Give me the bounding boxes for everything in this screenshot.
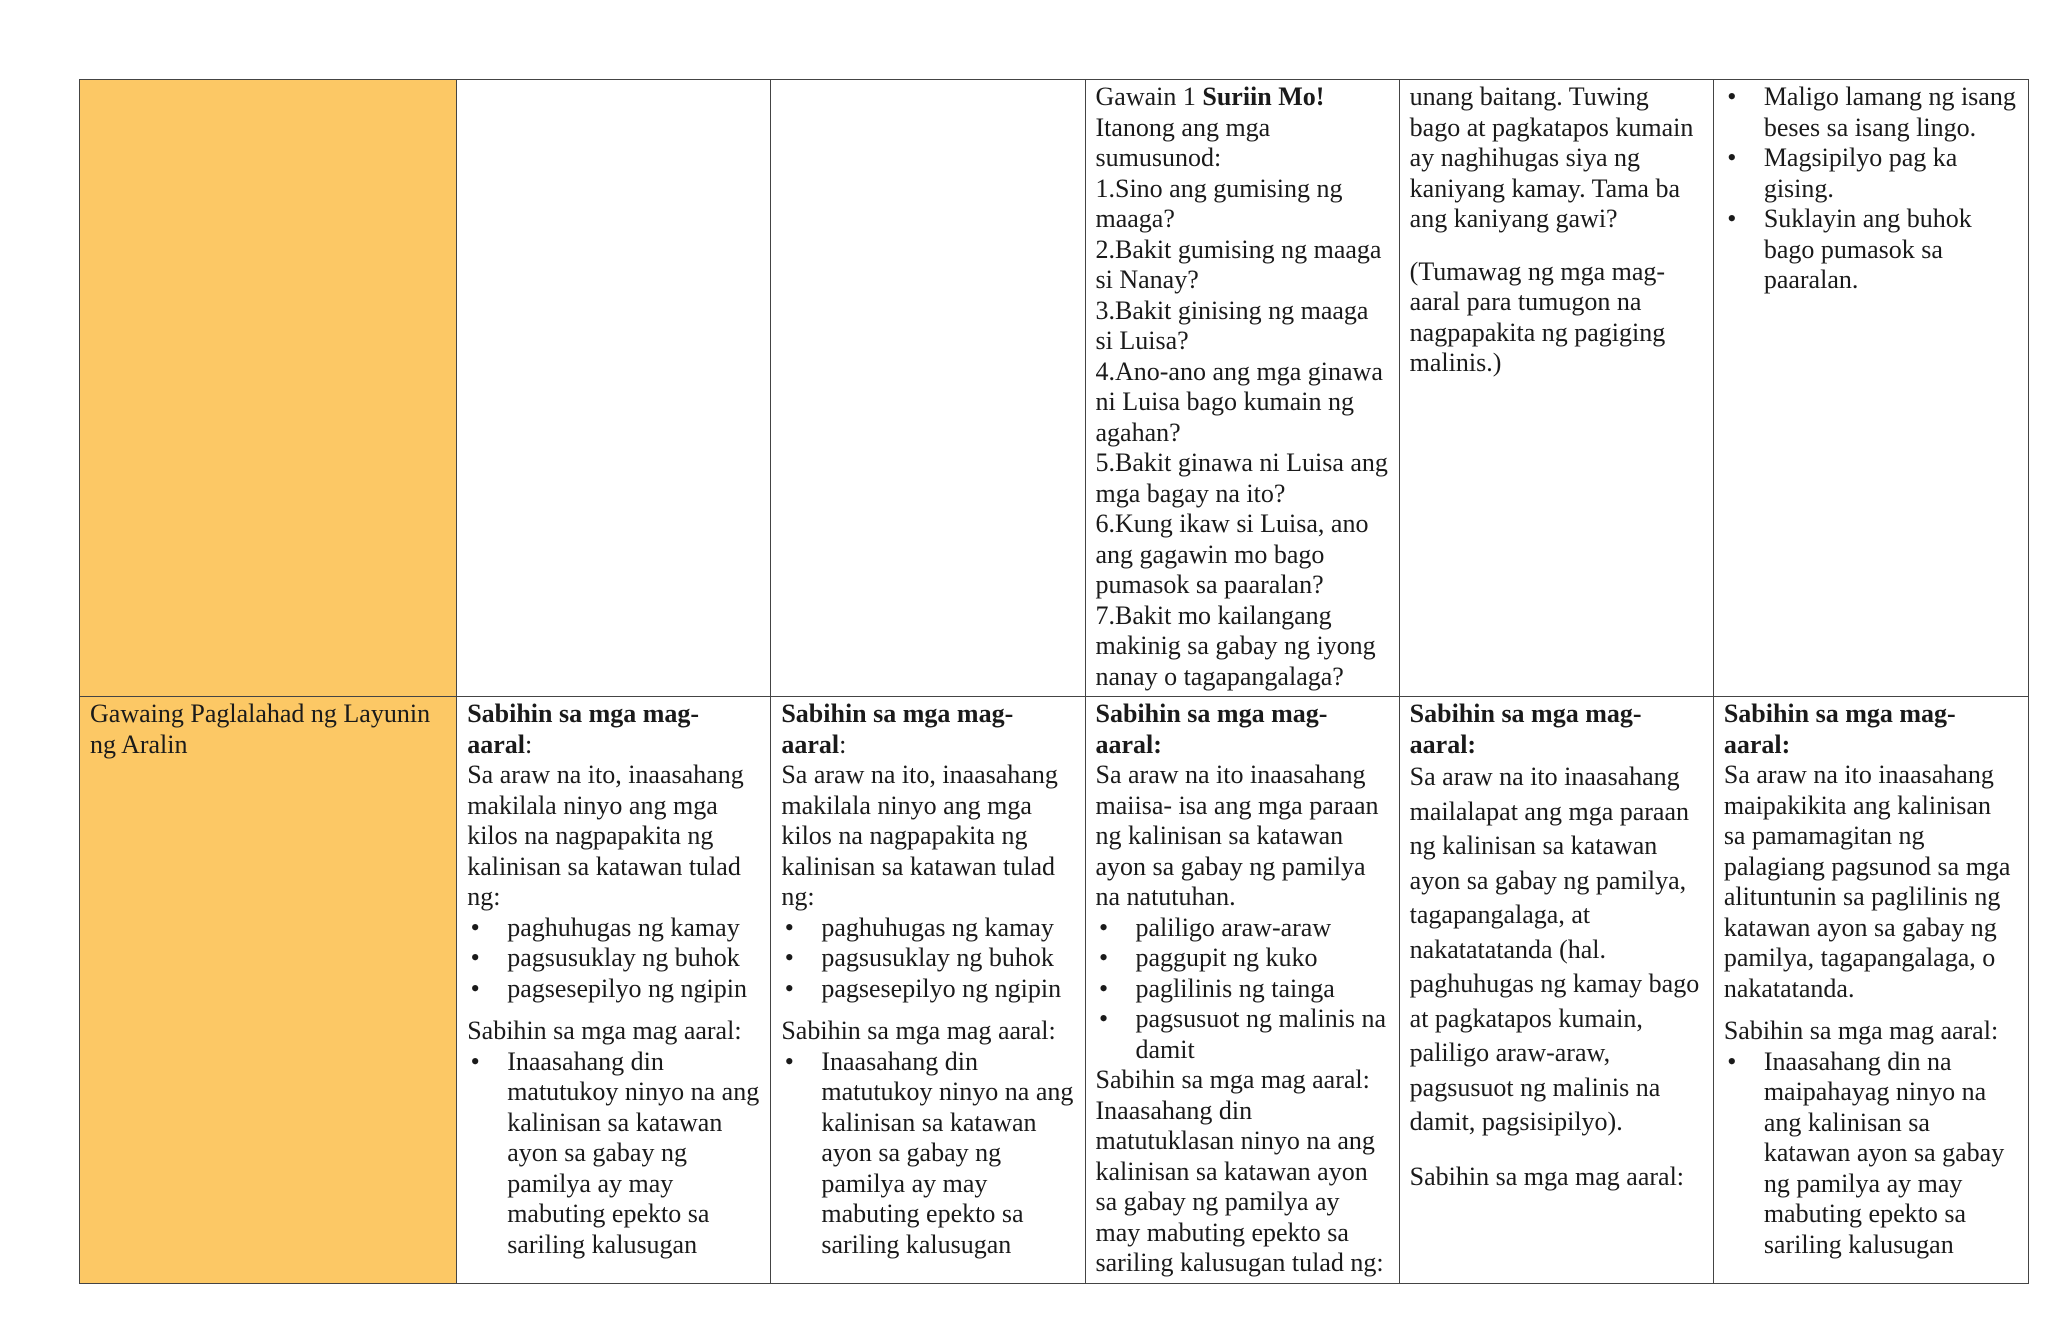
gawain-heading	[1096, 82, 1389, 113]
list-item: • Magsipilyo pag ka gising.	[1764, 143, 2018, 204]
objective-text: Sa araw na ito, inaasahang makilala ninyo ang mga kilos na nagpapakita ng kalinisan sa katawan tulad ng:	[467, 760, 744, 911]
cell-heading	[1724, 699, 2018, 760]
list-item: • paghuhugas ng kamay	[507, 913, 760, 944]
day3-activity-cell	[1085, 80, 1399, 697]
list-item: • Inaasahang din na maipahayag ninyo na ang kalinisan sa katawan ayon sa gabay ng pamilya ay may mabuting epekto sa sariling kalusugan	[1764, 1047, 2018, 1261]
list-item: • paggupit ng kuko	[1136, 943, 1389, 974]
day3-objective-cell	[1085, 697, 1399, 1284]
day5-activity-cell	[1713, 80, 2028, 697]
list-item: • pagsesepilyo ng ngipin	[821, 974, 1074, 1005]
heading-suffix: :	[524, 729, 533, 759]
list-item: • pagsesepilyo ng ngipin	[507, 974, 760, 1005]
list-item: • Inaasahang din matutukoy ninyo na ang kalinisan sa katawan ayon sa gabay ng pamilya ay may mabuting epekto sa sariling kalusugan	[507, 1047, 760, 1261]
gawain-intro: Itanong ang mga sumusunod:	[1095, 112, 1271, 172]
list-item: • Suklayin ang buhok bago pumasok sa paaralan.	[1764, 204, 2018, 296]
day1-cell-empty	[457, 80, 771, 697]
list-item: • pagsusuklay ng buhok	[507, 943, 760, 974]
objective-text: Sa araw na ito inaasahang maiisa- isa ang mga paraan ng kalinisan sa katawan ayon sa gabay ng pamilya na natutuhan.	[1095, 760, 1379, 911]
objective-text: Sa araw na ito, inaasahang makilala ninyo ang mga kilos na nagpapakita ng kalinisan sa katawan tulad ng:	[781, 760, 1058, 911]
gawain-title: Suriin Mo!	[1202, 82, 1325, 111]
list-item: • paghuhugas ng kamay	[821, 913, 1074, 944]
cell-heading	[1410, 699, 1703, 760]
sub-list	[1724, 1047, 2018, 1261]
list-item: • Inaasahang din matutukoy ninyo na ang kalinisan sa katawan ayon sa gabay ng pamilya ay may mabuting epekto sa sariling kalusugan	[821, 1047, 1074, 1261]
list-item: • paglilinis ng tainga	[1136, 974, 1389, 1005]
list-item: • paliligo araw-araw	[1136, 913, 1389, 944]
lesson-plan-table	[79, 79, 2029, 1284]
question-item: 3.Bakit ginising ng maaga si Luisa?	[1095, 295, 1369, 355]
instruction-text: (Tumawag ng mga mag-aaral para tumugon na nagpapakita ng pagiging malinis.)	[1409, 256, 1666, 377]
objective-list	[781, 913, 1074, 1005]
day4-activity-cell	[1399, 80, 1713, 697]
sub-list	[467, 1047, 760, 1261]
day4-objective-cell	[1399, 697, 1713, 1284]
objective-list	[467, 913, 760, 1005]
statement-list	[1724, 82, 2018, 296]
question-item: 4.Ano-ano ang mga ginawa ni Luisa bago kumain ng agahan?	[1095, 356, 1383, 447]
sub-heading: Sabihin sa mga mag aaral:	[781, 1016, 1056, 1045]
table-row	[80, 80, 2029, 697]
question-item: 6.Kung ikaw si Luisa, ano ang gagawin mo bago pumasok sa paaralan?	[1095, 509, 1369, 599]
question-item: 1.Sino ang gumising ng maaga?	[1095, 173, 1343, 233]
gawain-number: Gawain 1	[1095, 82, 1196, 111]
day5-objective-cell	[1713, 697, 2028, 1284]
day2-objective-cell	[771, 697, 1085, 1284]
scenario-text: unang baitang. Tuwing bago at pagkatapos kumain ay naghihugas siya ng kaniyang kamay. Tama ba ang kaniyang gawi?	[1409, 82, 1694, 233]
sub-heading: Sabihin sa mga mag aaral:	[467, 1016, 742, 1045]
list-item: • Maligo lamang ng isang beses sa isang lingo.	[1764, 82, 2018, 143]
day2-cell-empty	[771, 80, 1085, 697]
sub-heading: Sabihin sa mga mag aaral:	[1723, 1016, 1999, 1045]
question-item: 5.Bakit ginawa ni Luisa ang mga bagay na ito?	[1095, 448, 1388, 508]
row-label-cell-empty	[80, 80, 457, 697]
heading-text: Sabihin sa mga mag-aaral:	[1723, 699, 1956, 759]
row-label-cell	[80, 697, 457, 1284]
sub-text: Inaasahang din matutuklasan ninyo na ang kalinisan sa katawan ayon sa gabay ng pamilya ay may mabuting epekto sa sariling kalusugan tulad ng:	[1095, 1095, 1384, 1277]
list-item: • pagsusuot ng malinis na damit	[1136, 1004, 1389, 1065]
objective-text: Sa araw na ito inaasahang maipakikita ang kalinisan sa pamamagitan ng palagiang pagsunod sa mga alituntunin sa paglilinis ng katawan ayon sa gabay ng pamilya, tagapangalaga, o nakatatanda.	[1723, 760, 2011, 1003]
day1-objective-cell	[457, 697, 771, 1284]
question-item: 7.Bakit mo kailangang makinig sa gabay ng iyong nanay o tagapangalaga?	[1095, 600, 1376, 691]
heading-text: Sabihin sa mga mag-aaral	[781, 699, 1014, 759]
cell-heading	[781, 699, 1074, 760]
sub-heading: Sabihin sa mga mag aaral:	[1409, 1161, 1685, 1191]
question-item: 2.Bakit gumising ng maaga si Nanay?	[1095, 234, 1382, 294]
cell-heading	[467, 699, 760, 760]
cell-heading	[1096, 699, 1389, 760]
list-item: • pagsusuklay ng buhok	[821, 943, 1074, 974]
objective-text: Sa araw na ito inaasahang mailalapat ang mga paraan ng kalinisan sa katawan ayon sa gabay ng pamilya, tagapangalaga, at nakatatatanda (hal. paghuhugas ng kamay bago at pagkatapos kumain, paliligo araw-araw, pagsusuot ng malinis na damit, pagsisipilyo).	[1409, 762, 1700, 1136]
table-row	[80, 697, 2029, 1284]
heading-text: Sabihin sa mga mag-aaral	[467, 699, 700, 759]
objective-list	[1096, 913, 1389, 1066]
sub-list	[781, 1047, 1074, 1261]
sub-heading: Sabihin sa mga mag aaral:	[1095, 1065, 1370, 1094]
heading-text: Sabihin sa mga mag-aaral:	[1409, 699, 1642, 759]
heading-suffix: :	[839, 729, 847, 759]
row-label: Gawaing Paglalahad ng Layunin ng Aralin	[90, 699, 431, 759]
heading-text: Sabihin sa mga mag-aaral:	[1095, 699, 1328, 759]
